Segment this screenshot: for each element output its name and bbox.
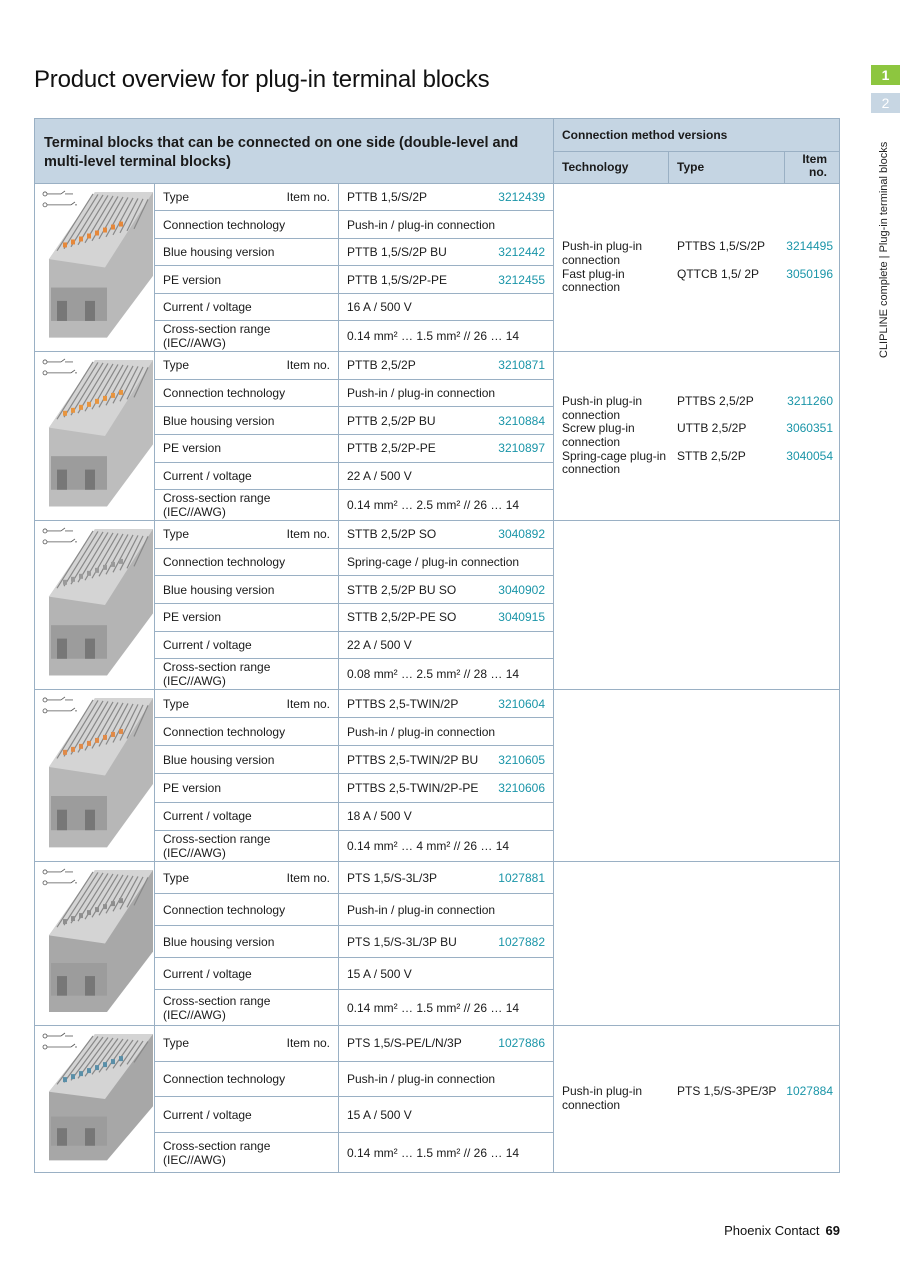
terminal-block-image xyxy=(35,521,155,689)
row-pe-version xyxy=(155,266,553,293)
label-connection-technology: Connection technology xyxy=(163,217,286,232)
pe-value: PTTBS 2,5-TWIN/2P-PE xyxy=(347,780,479,795)
version-type: QTTCB 1,5/ 2P xyxy=(677,266,760,281)
connection-value: Push-in / plug-in connection xyxy=(347,385,496,400)
row-pe-version xyxy=(155,435,553,463)
version-type: PTTBS 2,5/2P xyxy=(677,394,754,409)
label-pe-version: PE version xyxy=(163,780,222,795)
pe-item-no[interactable]: 3212455 xyxy=(498,272,545,287)
footer-brand: Phoenix Contact xyxy=(724,1223,820,1238)
pe-item-no[interactable]: 3210606 xyxy=(498,780,545,795)
terminal-block-image xyxy=(35,1026,155,1172)
connection-versions xyxy=(554,862,839,1025)
type-value: PTS 1,5/S-3L/3P xyxy=(347,870,438,885)
current-value: 18 A / 500 V xyxy=(347,809,412,824)
version-technology-line1: Push-in plug-in xyxy=(562,1084,643,1099)
product-image-cell xyxy=(35,1026,155,1172)
header-left-title: Terminal blocks that can be connected on one side (double-level and multi-level terminal blocks) xyxy=(35,119,554,183)
page-number: 69 xyxy=(825,1223,840,1238)
product-properties xyxy=(155,521,554,689)
row-cross-section xyxy=(155,831,553,861)
blue-item-no[interactable]: 1027882 xyxy=(498,934,545,949)
version-technology-line2: connection xyxy=(562,280,621,295)
product-group xyxy=(35,352,839,521)
label-type: Type xyxy=(163,190,190,205)
cross-section-value: 0.14 mm² … 1.5 mm² // 26 … 14 xyxy=(347,1145,520,1160)
label-connection-technology: Connection technology xyxy=(163,385,286,400)
product-group xyxy=(35,1026,839,1172)
label-cross-section: Cross-section range (IEC//AWG) xyxy=(163,322,271,351)
label-pe-version: PE version xyxy=(163,610,222,625)
version-technology-line2: connection xyxy=(562,407,621,422)
product-group xyxy=(35,690,839,862)
chapter-tab-2[interactable]: 2 xyxy=(871,93,900,113)
terminal-block-image xyxy=(35,352,155,520)
type-value: PTTB 1,5/S/2P xyxy=(347,190,428,205)
col-item-no: Item no. xyxy=(802,152,827,179)
blue-value: PTTB 2,5/2P BU xyxy=(347,413,436,428)
row-blue-housing xyxy=(155,407,553,435)
row-blue-housing xyxy=(155,239,553,266)
pe-value: PTTB 2,5/2P-PE xyxy=(347,441,436,456)
version-technology-line1: Push-in plug-in xyxy=(562,239,643,254)
connection-value: Push-in / plug-in connection xyxy=(347,217,496,232)
product-group xyxy=(35,184,839,352)
type-value: PTTBS 2,5-TWIN/2P xyxy=(347,696,459,711)
label-blue-housing: Blue housing version xyxy=(163,752,275,767)
pe-value: STTB 2,5/2P-PE SO xyxy=(347,610,457,625)
header-right xyxy=(554,119,839,183)
current-value: 22 A / 500 V xyxy=(347,468,412,483)
row-current-voltage xyxy=(155,463,553,491)
version-type: UTTB 2,5/2P xyxy=(677,421,747,436)
label-type: Type xyxy=(163,527,190,542)
product-properties xyxy=(155,1026,554,1172)
pe-value: PTTB 1,5/S/2P-PE xyxy=(347,272,448,287)
row-type xyxy=(155,521,553,549)
row-type xyxy=(155,352,553,380)
row-cross-section xyxy=(155,321,553,351)
row-blue-housing xyxy=(155,926,553,958)
blue-item-no[interactable]: 3210884 xyxy=(498,413,545,428)
cross-section-value: 0.14 mm² … 2.5 mm² // 26 … 14 xyxy=(347,498,520,513)
connection-versions xyxy=(554,352,839,520)
header-connection-method: Connection method versions xyxy=(554,119,839,152)
label-current-voltage: Current / voltage xyxy=(163,809,252,824)
type-item-no[interactable]: 3210871 xyxy=(498,358,545,373)
version-technology-line1: Spring-cage plug-in xyxy=(562,448,667,463)
blue-value: PTS 1,5/S-3L/3P BU xyxy=(347,934,457,949)
version-technology-line1: Fast plug-in xyxy=(562,266,625,281)
table-header xyxy=(35,119,839,184)
label-item-no: Item no. xyxy=(286,190,330,205)
current-value: 22 A / 500 V xyxy=(347,637,412,652)
row-current-voltage xyxy=(155,294,553,321)
label-connection-technology: Connection technology xyxy=(163,724,286,739)
connection-versions xyxy=(554,1026,839,1172)
label-type: Type xyxy=(163,696,190,711)
cross-section-value: 0.08 mm² … 2.5 mm² // 28 … 14 xyxy=(347,667,520,682)
label-blue-housing: Blue housing version xyxy=(163,245,275,260)
row-connection-technology xyxy=(155,1062,553,1098)
label-pe-version: PE version xyxy=(163,272,222,287)
row-current-voltage xyxy=(155,1097,553,1133)
type-value: STTB 2,5/2P SO xyxy=(347,527,437,542)
terminal-block-image xyxy=(35,184,155,351)
connection-value: Push-in / plug-in connection xyxy=(347,902,496,917)
label-connection-technology: Connection technology xyxy=(163,554,286,569)
version-item-no[interactable]: 3211260 xyxy=(787,394,833,409)
product-properties xyxy=(155,352,554,520)
label-cross-section: Cross-section range (IEC//AWG) xyxy=(163,660,271,689)
label-cross-section: Cross-section range (IEC//AWG) xyxy=(163,1138,271,1167)
row-blue-housing xyxy=(155,576,553,604)
current-value: 16 A / 500 V xyxy=(347,300,412,315)
product-properties xyxy=(155,862,554,1025)
current-value: 15 A / 500 V xyxy=(347,1107,412,1122)
type-value: PTTB 2,5/2P xyxy=(347,358,416,373)
row-type xyxy=(155,184,553,211)
row-pe-version xyxy=(155,604,553,632)
chapter-tab-1[interactable]: 1 xyxy=(871,65,900,85)
row-cross-section xyxy=(155,990,553,1025)
label-item-no: Item no. xyxy=(286,696,330,711)
type-item-no[interactable]: 3040892 xyxy=(498,527,545,542)
col-technology: Technology xyxy=(554,152,669,183)
product-image-cell xyxy=(35,184,155,351)
version-technology-line2: connection xyxy=(562,462,621,477)
row-current-voltage xyxy=(155,803,553,831)
product-group xyxy=(35,521,839,690)
label-type: Type xyxy=(163,1036,190,1051)
row-blue-housing xyxy=(155,746,553,774)
product-image-cell xyxy=(35,862,155,1025)
label-item-no: Item no. xyxy=(286,527,330,542)
type-item-no[interactable]: 1027886 xyxy=(498,1036,545,1051)
version-item-no[interactable]: 3060351 xyxy=(786,421,833,436)
blue-value: PTTBS 2,5-TWIN/2P BU xyxy=(347,752,479,767)
version-technology-line1: Screw plug-in xyxy=(562,421,635,436)
row-connection-technology xyxy=(155,549,553,577)
row-connection-technology xyxy=(155,718,553,746)
product-image-cell xyxy=(35,690,155,861)
label-type: Type xyxy=(163,358,190,373)
connection-value: Spring-cage / plug-in connection xyxy=(347,554,520,569)
connection-versions xyxy=(554,690,839,861)
label-current-voltage: Current / voltage xyxy=(163,300,252,315)
page-title: Product overview for plug-in terminal blocks xyxy=(34,66,490,93)
type-item-no[interactable]: 1027881 xyxy=(498,870,545,885)
row-cross-section xyxy=(155,659,553,689)
blue-value: STTB 2,5/2P BU SO xyxy=(347,582,457,597)
type-value: PTS 1,5/S-PE/L/N/3P xyxy=(347,1036,462,1051)
terminal-block-image xyxy=(35,862,155,1025)
product-properties xyxy=(155,690,554,861)
label-item-no: Item no. xyxy=(286,1036,330,1051)
row-type xyxy=(155,862,553,894)
row-connection-technology xyxy=(155,894,553,926)
version-technology-line2: connection xyxy=(562,435,621,449)
label-cross-section: Cross-section range (IEC//AWG) xyxy=(163,831,271,860)
row-connection-technology xyxy=(155,211,553,238)
type-item-no[interactable]: 3210604 xyxy=(498,696,545,711)
label-current-voltage: Current / voltage xyxy=(163,1107,252,1122)
connection-versions xyxy=(554,184,839,351)
version-item-no[interactable]: 1027884 xyxy=(786,1084,833,1099)
blue-item-no[interactable]: 3040902 xyxy=(498,582,545,597)
label-blue-housing: Blue housing version xyxy=(163,582,275,597)
connection-value: Push-in / plug-in connection xyxy=(347,724,496,739)
row-connection-technology xyxy=(155,380,553,408)
label-blue-housing: Blue housing version xyxy=(163,934,275,949)
product-properties xyxy=(155,184,554,351)
label-current-voltage: Current / voltage xyxy=(163,966,252,981)
page-footer xyxy=(724,1223,840,1238)
row-current-voltage xyxy=(155,958,553,990)
col-type: Type xyxy=(669,152,785,183)
label-connection-technology: Connection technology xyxy=(163,1072,286,1087)
label-item-no: Item no. xyxy=(286,358,330,373)
terminal-block-image xyxy=(35,690,155,861)
label-item-no: Item no. xyxy=(286,870,330,885)
version-type: PTTBS 1,5/S/2P xyxy=(677,239,766,254)
version-item-no[interactable]: 3040054 xyxy=(786,448,833,463)
label-type: Type xyxy=(163,870,190,885)
blue-item-no[interactable]: 3210605 xyxy=(498,752,545,767)
product-group xyxy=(35,862,839,1026)
label-cross-section: Cross-section range (IEC//AWG) xyxy=(163,491,271,520)
connection-value: Push-in / plug-in connection xyxy=(347,1072,496,1087)
cross-section-value: 0.14 mm² … 1.5 mm² // 26 … 14 xyxy=(347,329,520,344)
blue-value: PTTB 1,5/S/2P BU xyxy=(347,245,447,260)
connection-versions xyxy=(554,521,839,689)
label-current-voltage: Current / voltage xyxy=(163,637,252,652)
pe-item-no[interactable]: 3210897 xyxy=(498,441,545,456)
label-current-voltage: Current / voltage xyxy=(163,468,252,483)
version-type: STTB 2,5/2P xyxy=(677,448,746,463)
current-value: 15 A / 500 V xyxy=(347,966,412,981)
product-image-cell xyxy=(35,352,155,520)
label-connection-technology: Connection technology xyxy=(163,902,286,917)
row-type xyxy=(155,1026,553,1062)
label-cross-section: Cross-section range (IEC//AWG) xyxy=(163,993,271,1022)
version-type: PTS 1,5/S-3PE/3P xyxy=(677,1084,777,1099)
table-body xyxy=(35,184,839,1172)
version-technology-line2: connection xyxy=(562,252,621,267)
version-technology-line2: connection xyxy=(562,1098,621,1112)
version-technology-line1: Push-in plug-in xyxy=(562,394,643,409)
blue-item-no[interactable]: 3212442 xyxy=(498,245,545,260)
label-blue-housing: Blue housing version xyxy=(163,413,275,428)
pe-item-no[interactable]: 3040915 xyxy=(498,610,545,625)
row-cross-section xyxy=(155,490,553,520)
type-item-no[interactable]: 3212439 xyxy=(498,190,545,205)
cross-section-value: 0.14 mm² … 4 mm² // 26 … 14 xyxy=(347,838,510,853)
label-pe-version: PE version xyxy=(163,441,222,456)
row-pe-version xyxy=(155,774,553,802)
cross-section-value: 0.14 mm² … 1.5 mm² // 26 … 14 xyxy=(347,1000,520,1015)
row-current-voltage xyxy=(155,632,553,660)
product-overview-table xyxy=(34,118,840,1173)
side-chapter-label: CLIPLINE complete | Plug-in terminal blocks xyxy=(878,141,890,358)
row-type xyxy=(155,690,553,718)
product-image-cell xyxy=(35,521,155,689)
version-item-no[interactable]: 3050196 xyxy=(786,266,833,281)
version-item-no[interactable]: 3214495 xyxy=(786,239,833,254)
row-cross-section xyxy=(155,1133,553,1172)
